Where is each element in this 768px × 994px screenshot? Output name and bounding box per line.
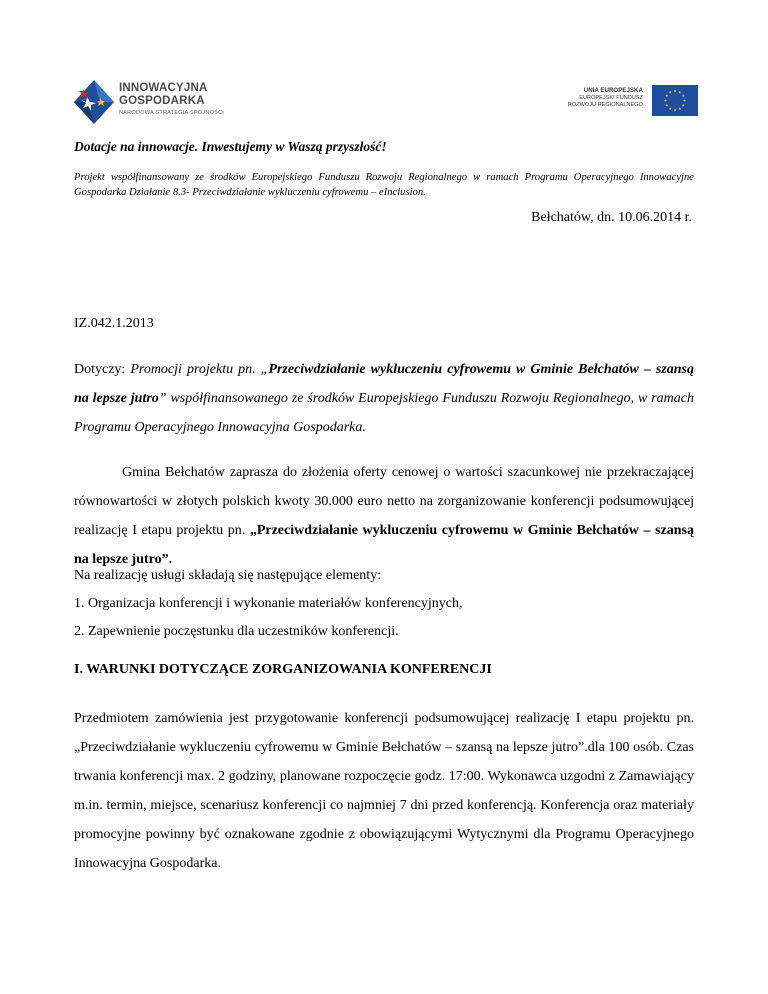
eu-logo-line-1: UNIA EUROPEJSKA bbox=[583, 87, 643, 94]
subject-project-name: Przeciwdziałanie wykluczeniu cyfrowemu w Gminie Bełchatów – szansą na lepsze jutro bbox=[74, 362, 694, 406]
list-item: 2. Zapewnienie poczęstunku dla uczestników konferencji. bbox=[74, 624, 399, 639]
subject-rest: ” współfinansowanego ze środków Europejskiego Funduszu Rozwoju Regionalnego, w ramach Programu Operacyjnego Innowacyjna Gospodarka. bbox=[74, 391, 695, 435]
place-and-date: Bełchatów, dn. 10.06.2014 r. bbox=[531, 210, 692, 225]
project-cofinancing-note: Projekt współfinansowany ze środków Europejskiego Funduszu Rozwoju Regionalnego w ramach Programu Operacyjnego Innowacyjne Gospodarka Działanie 8.3- Przeciwdziałanie wykluczeniu cyfrowemu – eInclusion. bbox=[74, 172, 694, 198]
innowacyjna-gospodarka-logo bbox=[74, 80, 234, 126]
elements-list bbox=[74, 562, 694, 646]
logo-line-1: INNOWACYJNA bbox=[119, 82, 208, 94]
eu-flag-icon bbox=[652, 85, 698, 116]
innowacyjna-gospodarka-wordmark bbox=[119, 82, 224, 116]
list-item: 1. Organizacja konferencji i wykonanie materiałów konferencyjnych, bbox=[74, 596, 463, 611]
section-body-paragraph bbox=[74, 704, 694, 878]
invitation-paragraph bbox=[74, 458, 694, 574]
logo-line-3: NARODOWA STRATEGIA SPÓJNOŚCI bbox=[119, 110, 225, 116]
logo-line-2: GOSPODARKA bbox=[119, 95, 205, 107]
tagline: Dotacje na innowacje. Inwestujemy w Waszą przyszłość! bbox=[74, 139, 387, 154]
section-body-text: Przedmiotem zamówienia jest przygotowanie konferencji podsumowującej realizację I etapu projektu pn. „Przeciwdziałanie wykluczeniu cyfrowemu w Gminie Bełchatów – szansą na lepsze jutro”.dla 100 osób. Czas trwania konferencji max. 2 godziny, planowane rozpoczęcie godz. 17:00. Wykonawca uzgodni z Zamawiający m.in. termin, miejsce, scenariusz konferencji co najmniej 7 dni przed konferencją. Konferencja oraz materiały promocyjne powinny być oznakowane zgodnie z obowiązującymi Wytycznymi dla Programu Operacyjnego Innowacyjna Gospodarka. bbox=[74, 711, 694, 871]
eu-logo-text bbox=[568, 87, 643, 109]
eu-logo bbox=[567, 85, 698, 117]
invitation-project-name: „Przeciwdziałanie wykluczeniu cyfrowemu w Gminie Bełchatów – szansą na lepsze jutro”. bbox=[74, 523, 695, 567]
subject-paragraph bbox=[74, 355, 694, 442]
invitation-text: Gmina Bełchatów zaprasza do złożenia oferty cenowej o wartości szacunkowej nie przekraczającej równowartości w złotych polskich kwoty 30.000 euro netto na zorganizowanie konferencji podsumowującej realizację I etapu projektu pn. bbox=[74, 465, 694, 538]
eu-logo-line-3: ROZWOJU REGIONALNEGO bbox=[567, 102, 643, 108]
innowacyjna-gospodarka-emblem-icon bbox=[74, 80, 114, 124]
subject-intro: Promocji projektu pn. „ bbox=[130, 362, 269, 377]
section-heading: I. WARUNKI DOTYCZĄCE ZORGANIZOWANIA KONFERENCJI bbox=[74, 662, 492, 677]
reference-number: IZ.042.1.2013 bbox=[74, 316, 154, 331]
elements-intro: Na realizację usługi składają się następujące elementy: bbox=[74, 568, 382, 583]
eu-logo-line-2: EUROPEJSKI FUNDUSZ bbox=[579, 95, 643, 101]
subject-label: Dotyczy: bbox=[74, 362, 131, 377]
